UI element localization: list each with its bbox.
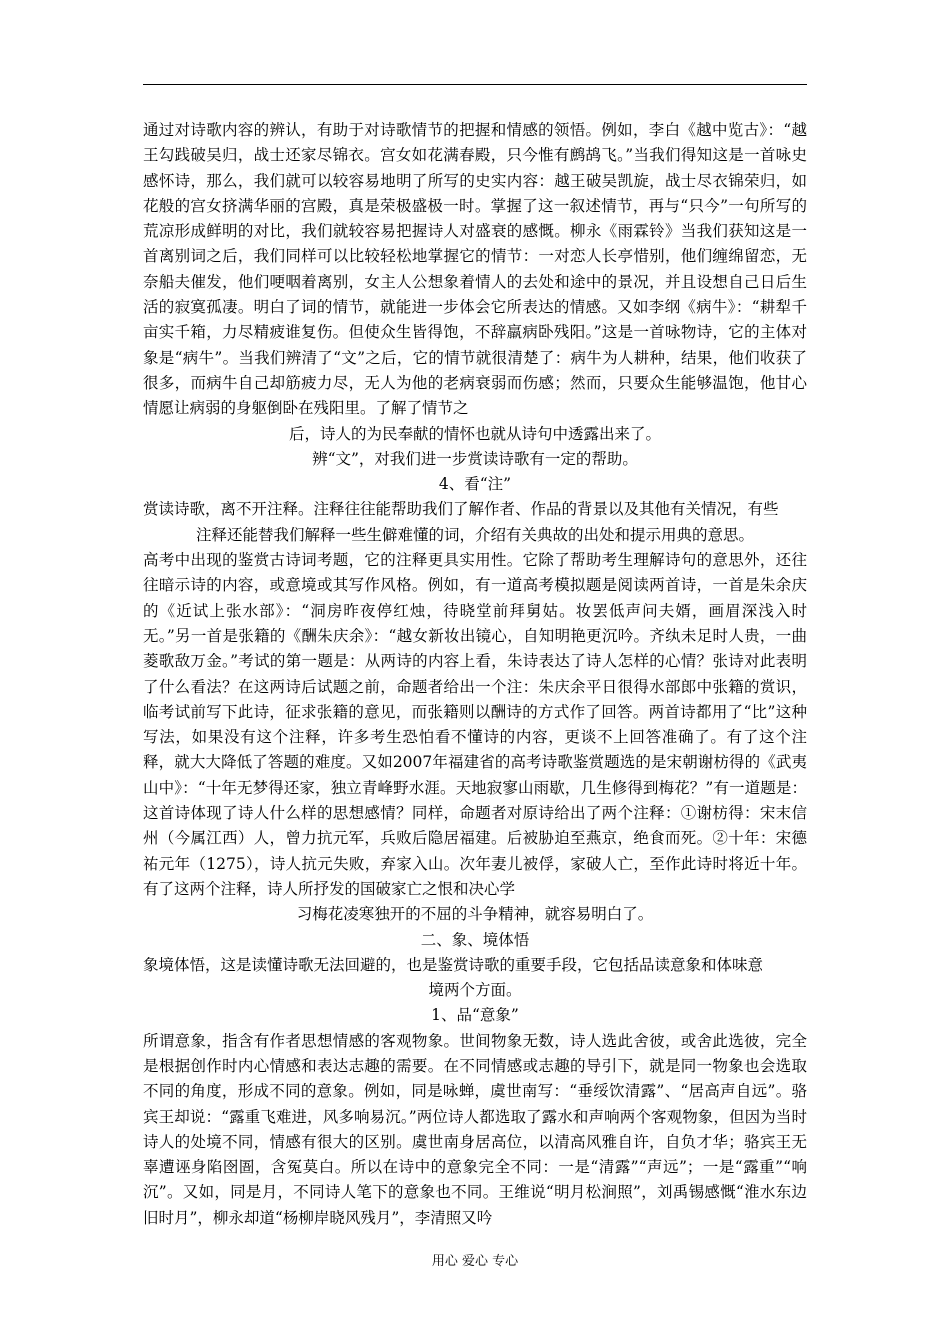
paragraph-shici-discern: 通过对诗歌内容的辨认，有助于对诗歌情节的把握和情感的领悟。例如，李白《越中览古》：“越王勾践破吴归，战士还家尽锦衣。宫女如花满春殿，只今惟有鹧鸪飞。”当我们得知这是一首咏史感怀诗，那么，我们就可以较容易地明了所写的史实内容：越王破吴凯旋，战士尽衣锦荣归，如花般的宫女挤满华丽的宫殿，真是荣极盛极一时。掌握了这一叙述情节，再与“只今”一句所写的荒凉形成鲜明的对比，我们就较容易把握诗人对盛衰的感慨。柳永《雨霖铃》当我们获知这是一首离别词之后，我们同样可以比较轻松地掌握它的情节：一对恋人长亭惜别，他们缠绵留恋，无奈船夫催发，他们哽咽着离别，女主人公想象着情人的去处和途中的景况，并且设想自己日后生活的寂寞孤凄。明白了词的情节，就能进一步体会它所表达的情感。又如李纲《病牛》：“耕犁千亩实千箱，力尽精疲谁复伤。但使众生皆得饱，不辞羸病卧残阳。”这是一首咏物诗，它的主体对象是“病牛”。当我们辨清了“文”之后，它的情节就很清楚了：病牛为人耕种，结果，他们收获了很多，而病牛自己却筋疲力尽，无人为他的老病衰弱而伤感；然而，只要众生能够温饱，他甘心情愿让病弱的身躯倒卧在残阳里。了解了情节之 <box>143 121 807 418</box>
paragraph-exam-notes-end: 习梅花凌寒独开的不屈的斗争精神，就容易明白了。 <box>296 905 654 924</box>
heading-xiang-jing: 二、象、境体悟 <box>420 930 530 949</box>
paragraph-exam-notes: 高考中出现的鉴赏古诗词考题，它的注释更具实用性。它除了帮助考生理解诗句的意思外，还往往暗示诗的内容，或意境或其写作风格。例如，有一道高考模拟题是阅读两首诗，一首是朱余庆的《近试上张水部》：“洞房昨夜停红烛，待晓堂前拜舅姑。妆罢低声问夫婿，画眉深浅入时无。”另一首是张籍的《酬朱庆余》：“越女新妆出镜心，自知明艳更沉吟。齐纨未足时人贵，一曲菱歌敌万金。”考试的第一题是：从两诗的内容上看，朱诗表达了诗人怎样的心情？张诗对此表明了什么看法？在这两诗后试题之前，命题者给出一个注：朱庆余平日很得水部郎中张籍的赏识，临考试前写下此诗，征求张籍的意见，而张籍则以酬诗的方式作了回答。两首诗都用了“比”这种写法，如果没有这个注释，许多考生恐怕看不懂诗的内容，更谈不上回答准确了。有了这个注释，就大大降低了答题的难度。又如2007年福建省的高考诗歌鉴赏题选的是宋朝谢枋得的《武夷山中》：“十年无梦得还家，独立青峰野水涯。天地寂寥山雨歇，几生修得到梅花？”有一道题是：这首诗体现了诗人什么样的思想感情？同样，命题者对原诗给出了两个注释：①谢枋得：宋末信州（今属江西）人，曾力抗元军，兵败后隐居福建。后被胁迫至燕京，绝食而死。②十年：宋德祐元年（1275），诗人抗元失败，弃家入山。次年妻儿被俘，家破人亡，至作此诗时将近十年。有了这两个注释，诗人所抒发的国破家亡之恨和决心学 <box>143 551 807 898</box>
paragraph-summary-wen: 辨“文”，对我们进一步赏读诗歌有一定的帮助。 <box>312 449 638 468</box>
paragraph-xiang-jing-intro-end: 境两个方面。 <box>428 981 522 1000</box>
paragraph-yixiang: 所谓意象，指含有作者思想情感的客观物象。世间物象无数，诗人选此舍彼，或舍此选彼，完全是根据创作时内心情感和表达志趣的需要。在不同情感或志趣的导引下，就是同一物象也会选取不同的角度，形成不同的意象。例如，同是咏蝉，虞世南写：“垂绥饮清露”、“居高声自远”。骆宾王却说：“露重飞难进，风多响易沉。”两位诗人都选取了露水和声响两个客观物象，但因为当时诗人的处境不同，情感有很大的区别。虞世南身居高位，以清高风雅自许，自负才华；骆宾王无辜遭诬身陷囹圄，含冤莫白。所以在诗中的意象完全不同：一是“清露”“声远”；一是“露重”“响沉”。又如，同是月，不同诗人笔下的意象也不同。王维说“明月松涧照”，刘禹锡感慨“淮水东边旧时月”，柳永却道“杨柳岸晓风残月”，李清照又吟 <box>143 1031 807 1227</box>
document-body <box>143 118 807 1231</box>
header-rule <box>143 84 807 85</box>
page-footer: 用心 爱心 专心 <box>431 1254 519 1269</box>
paragraph-notes-intro: 赏读诗歌，离不开注释。注释往往能帮助我们了解作者、作品的背景以及其他有关情况，有些 <box>143 500 779 519</box>
paragraph-notes-intro-end: 注释还能替我们解释一些生僻难懂的词，介绍有关典故的出处和提示用典的意思。 <box>195 525 754 544</box>
heading-pin-yixiang: 1、品“意象” <box>431 1006 519 1025</box>
heading-kan-zhu: 4、看“注” <box>438 475 512 494</box>
paragraph-xiang-jing-intro: 象境体悟，这是读懂诗歌无法回避的，也是鉴赏诗歌的重要手段，它包括品读意象和体味意 <box>143 955 764 974</box>
paragraph-shici-discern-end: 后，诗人的为民奉献的情怀也就从诗句中透露出来了。 <box>288 424 661 443</box>
